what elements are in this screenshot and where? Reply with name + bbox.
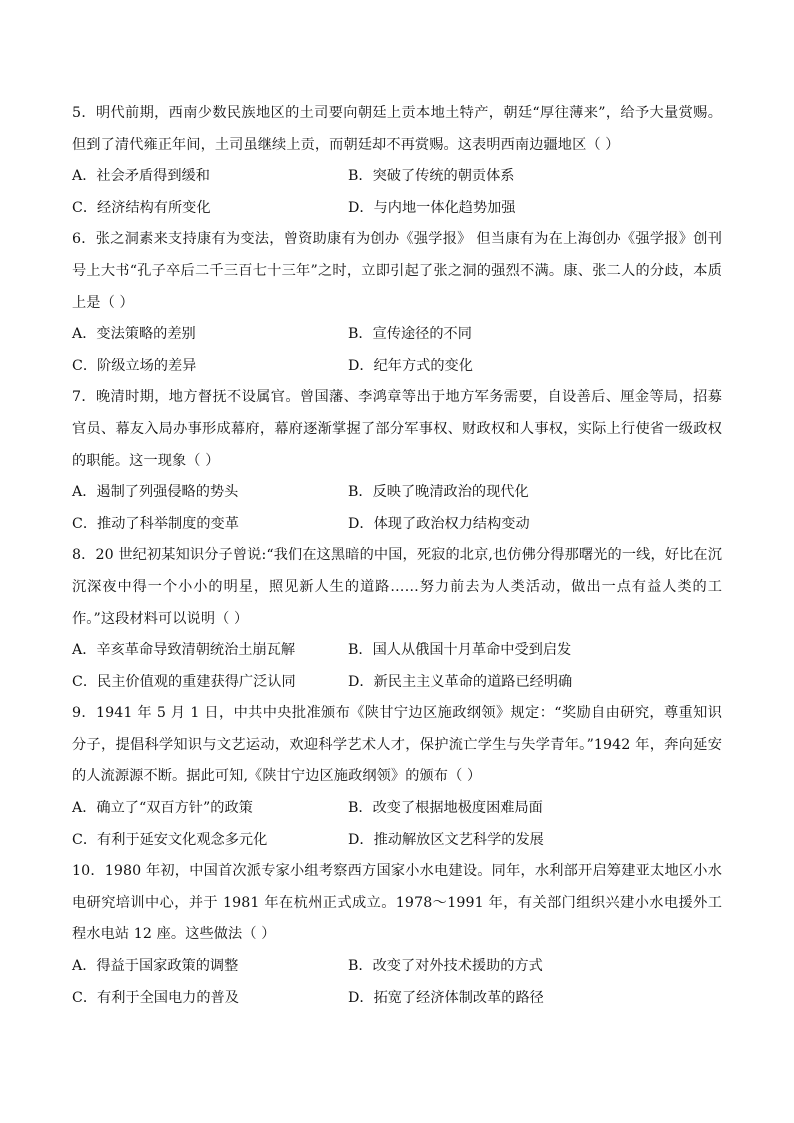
question-stem: 7．晚清时期，地方督抚不设属官。曾国藩、李鸿章等出于地方军务需要，自设善后、厘金等局，招募官员、幕友入局办事形成幕府，幕府逐渐掌握了部分军事权、财政权和人事权，实际上行使省一级政权的职能。这一现象（ ） xyxy=(72,389,722,469)
option-d: D．与内地一体化趋势加强 xyxy=(348,199,516,216)
question-stem: 6．张之洞素来支持康有为变法，曾资助康有为创办《强学报》 但当康有为在上海创办《强学报》创刊号上大书“孔子卒后二千三百七十三年”之时，立即引起了张之洞的强烈不满。康、张二人的分歧，本质上是（ ） xyxy=(72,231,722,311)
question-stem: 8．20 世纪初某知识分子曾说:“我们在这黑暗的中国，死寂的北京,也仿佛分得那曙光的一线，好比在沉沉深夜中得一个小小的明星，照见新人生的道路……努力前去为人类活动，做出一点有益人类的工作。”这段材料可以说明（ ） xyxy=(72,547,722,627)
option-b: B．国人从俄国十月革命中受到启发 xyxy=(348,642,572,659)
option-a: A．得益于国家政策的调整 xyxy=(72,958,239,975)
option-grid xyxy=(72,951,722,1014)
option-b: B．宣传途径的不同 xyxy=(348,326,472,343)
question-7 xyxy=(72,382,722,540)
option-grid xyxy=(72,477,722,540)
option-d: D．拓宽了经济体制改革的路径 xyxy=(348,989,544,1006)
option-a: A．变法策略的差别 xyxy=(72,326,196,343)
option-d: D．体现了政治权力结构变动 xyxy=(348,515,530,532)
question-stem: 10．1980 年初，中国首次派专家小组考察西方国家小水电建设。同年，水利部开启筹建亚太地区小水电研究培训中心，并于 1981 年在杭州正式成立。1978～1991 年，有关部门组织兴建小水电援外工程水电站 12 座。这些做法（ ） xyxy=(72,863,722,943)
option-c: C．推动了科举制度的变革 xyxy=(72,515,239,532)
option-a: A．社会矛盾得到缓和 xyxy=(72,168,210,185)
option-a: A．确立了“双百方针”的政策 xyxy=(72,800,253,817)
option-d: D．推动解放区文艺科学的发展 xyxy=(348,831,544,848)
option-a: A．遏制了列强侵略的势头 xyxy=(72,484,239,501)
option-grid xyxy=(72,161,722,224)
option-c: C．阶级立场的差异 xyxy=(72,357,197,374)
option-b: B．改变了根据地极度困难局面 xyxy=(348,800,543,817)
option-c: C．有利于全国电力的普及 xyxy=(72,989,239,1006)
question-stem: 9．1941 年 5 月 1 日，中共中央批准颁布《陕甘宁边区施政纲领》规定：“奖励自由研究，尊重知识分子，提倡科学知识与文艺运动，欢迎科学艺术人才，保护流亡学生与失学青年。”1942 年，奔向延安的人流源源不断。据此可知,《陕甘宁边区施政纲领》的颁布（ ） xyxy=(72,705,722,785)
question-5 xyxy=(72,98,722,224)
question-list xyxy=(72,98,722,1014)
option-b: B．突破了传统的朝贡体系 xyxy=(348,168,515,185)
option-c: C．民主价值观的重建获得广泛认同 xyxy=(72,673,296,690)
option-grid xyxy=(72,793,722,856)
option-d: D．纪年方式的变化 xyxy=(348,357,473,374)
question-6 xyxy=(72,224,722,382)
option-b: B．改变了对外技术援助的方式 xyxy=(348,958,543,975)
option-grid xyxy=(72,635,722,698)
option-c: C．经济结构有所变化 xyxy=(72,199,211,216)
option-b: B．反映了晚清政治的现代化 xyxy=(348,484,529,501)
question-9 xyxy=(72,698,722,856)
option-a: A．辛亥革命导致清朝统治土崩瓦解 xyxy=(72,642,296,659)
question-10 xyxy=(72,856,722,1014)
option-grid xyxy=(72,319,722,382)
question-8 xyxy=(72,540,722,698)
question-stem: 5．明代前期，西南少数民族地区的土司要向朝廷上贡本地土特产，朝廷“厚往薄来”，给予大量赏赐。但到了清代雍正年间，土司虽继续上贡，而朝廷却不再赏赐。这表明西南边疆地区（ ） xyxy=(72,105,722,153)
option-d: D．新民主主义革命的道路已经明确 xyxy=(348,673,573,690)
option-c: C．有利于延安文化观念多元化 xyxy=(72,831,268,848)
